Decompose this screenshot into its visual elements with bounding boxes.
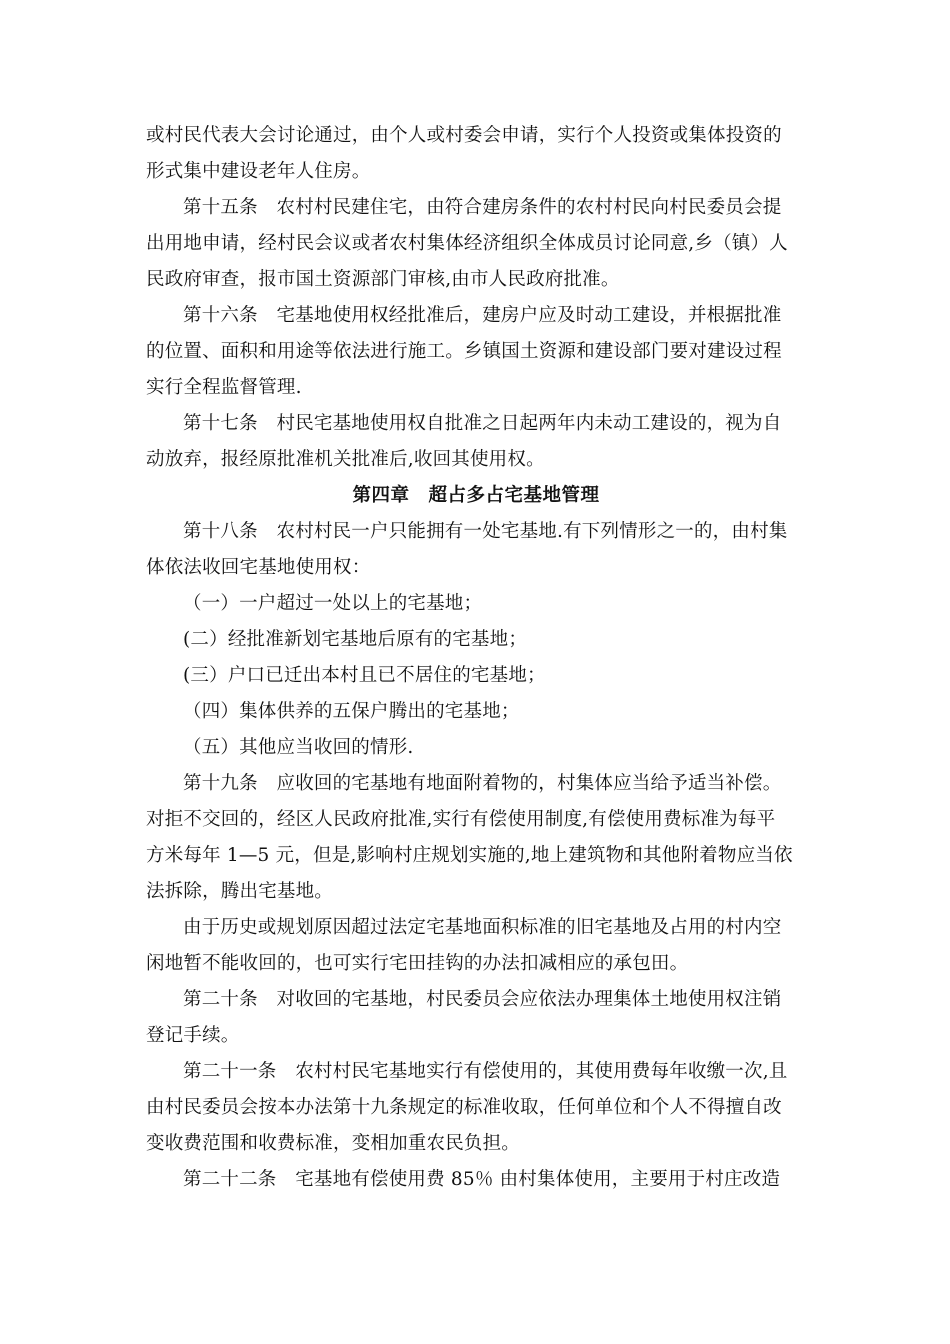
article-17-line: 第十七条 村民宅基地使用权自批准之日起两年内未动工建设的，视为自	[183, 413, 782, 434]
paragraph-line: 或村民代表大会讨论通过，由个人或村委会申请，实行个人投资或集体投资的	[146, 125, 782, 146]
list-item: （四）集体供养的五保户腾出的宅基地；	[183, 701, 520, 722]
paragraph-line: 由于历史或规划原因超过法定宅基地面积标准的旧宅基地及占用的村内空	[183, 917, 782, 938]
paragraph-line: 对拒不交回的，经区人民政府批准,实行有偿使用制度,有偿使用费标准为每平	[146, 809, 776, 830]
paragraph-line: 法拆除，腾出宅基地。	[146, 881, 334, 902]
paragraph-line: 动放弃，报经原批准机关批准后,收回其使用权。	[146, 449, 545, 470]
paragraph-line: 方米每年 1—5 元，但是,影响村庄规划实施的,地上建筑物和其他附着物应当依	[146, 845, 793, 866]
paragraph-line: 形式集中建设老年人住房。	[146, 161, 371, 182]
list-item: （一）一户超过一处以上的宅基地；	[183, 593, 483, 614]
paragraph-line: 的位置、面积和用途等依法进行施工。乡镇国土资源和建设部门要对建设过程	[146, 341, 782, 362]
paragraph-line: 出用地申请，经村民会议或者农村集体经济组织全体成员讨论同意,乡（镇）人	[146, 233, 788, 254]
paragraph-line: 变收费范围和收费标准，变相加重农民负担。	[146, 1133, 521, 1154]
paragraph-line: 民政府审查，报市国土资源部门审核,由市人民政府批准。	[146, 269, 620, 290]
article-15-line: 第十五条 农村村民建住宅，由符合建房条件的农村村民向村民委员会提	[183, 197, 782, 218]
article-18-line: 第十八条 农村村民一户只能拥有一处宅基地.有下列情形之一的，由村集	[183, 521, 788, 542]
article-21-line: 第二十一条 农村村民宅基地实行有偿使用的，其使用费每年收缴一次,且	[183, 1061, 788, 1082]
list-item: （五）其他应当收回的情形.	[183, 737, 414, 758]
article-16-line: 第十六条 宅基地使用权经批准后，建房户应及时动工建设，并根据批准	[183, 305, 782, 326]
paragraph-line: 由村民委员会按本办法第十九条规定的标准收取，任何单位和个人不得擅自改	[146, 1097, 782, 1118]
paragraph-line: 实行全程监督管理.	[146, 377, 302, 398]
chapter-heading: 第四章 超占多占宅基地管理	[352, 485, 600, 506]
paragraph-line: 闲地暂不能收回的，也可实行宅田挂钩的办法扣减相应的承包田。	[146, 953, 689, 974]
paragraph-line: 登记手续。	[146, 1025, 240, 1046]
list-item: (二）经批准新划宅基地后原有的宅基地；	[183, 629, 528, 650]
article-20-line: 第二十条 对收回的宅基地，村民委员会应依法办理集体土地使用权注销	[183, 989, 782, 1010]
list-item: (三）户口已迁出本村且已不居住的宅基地；	[183, 665, 546, 686]
article-19-line: 第十九条 应收回的宅基地有地面附着物的，村集体应当给予适当补偿。	[183, 773, 782, 794]
article-22-line: 第二十二条 宅基地有偿使用费 85％ 由村集体使用，主要用于村庄改造	[183, 1169, 781, 1190]
paragraph-line: 体依法收回宅基地使用权：	[146, 557, 371, 578]
